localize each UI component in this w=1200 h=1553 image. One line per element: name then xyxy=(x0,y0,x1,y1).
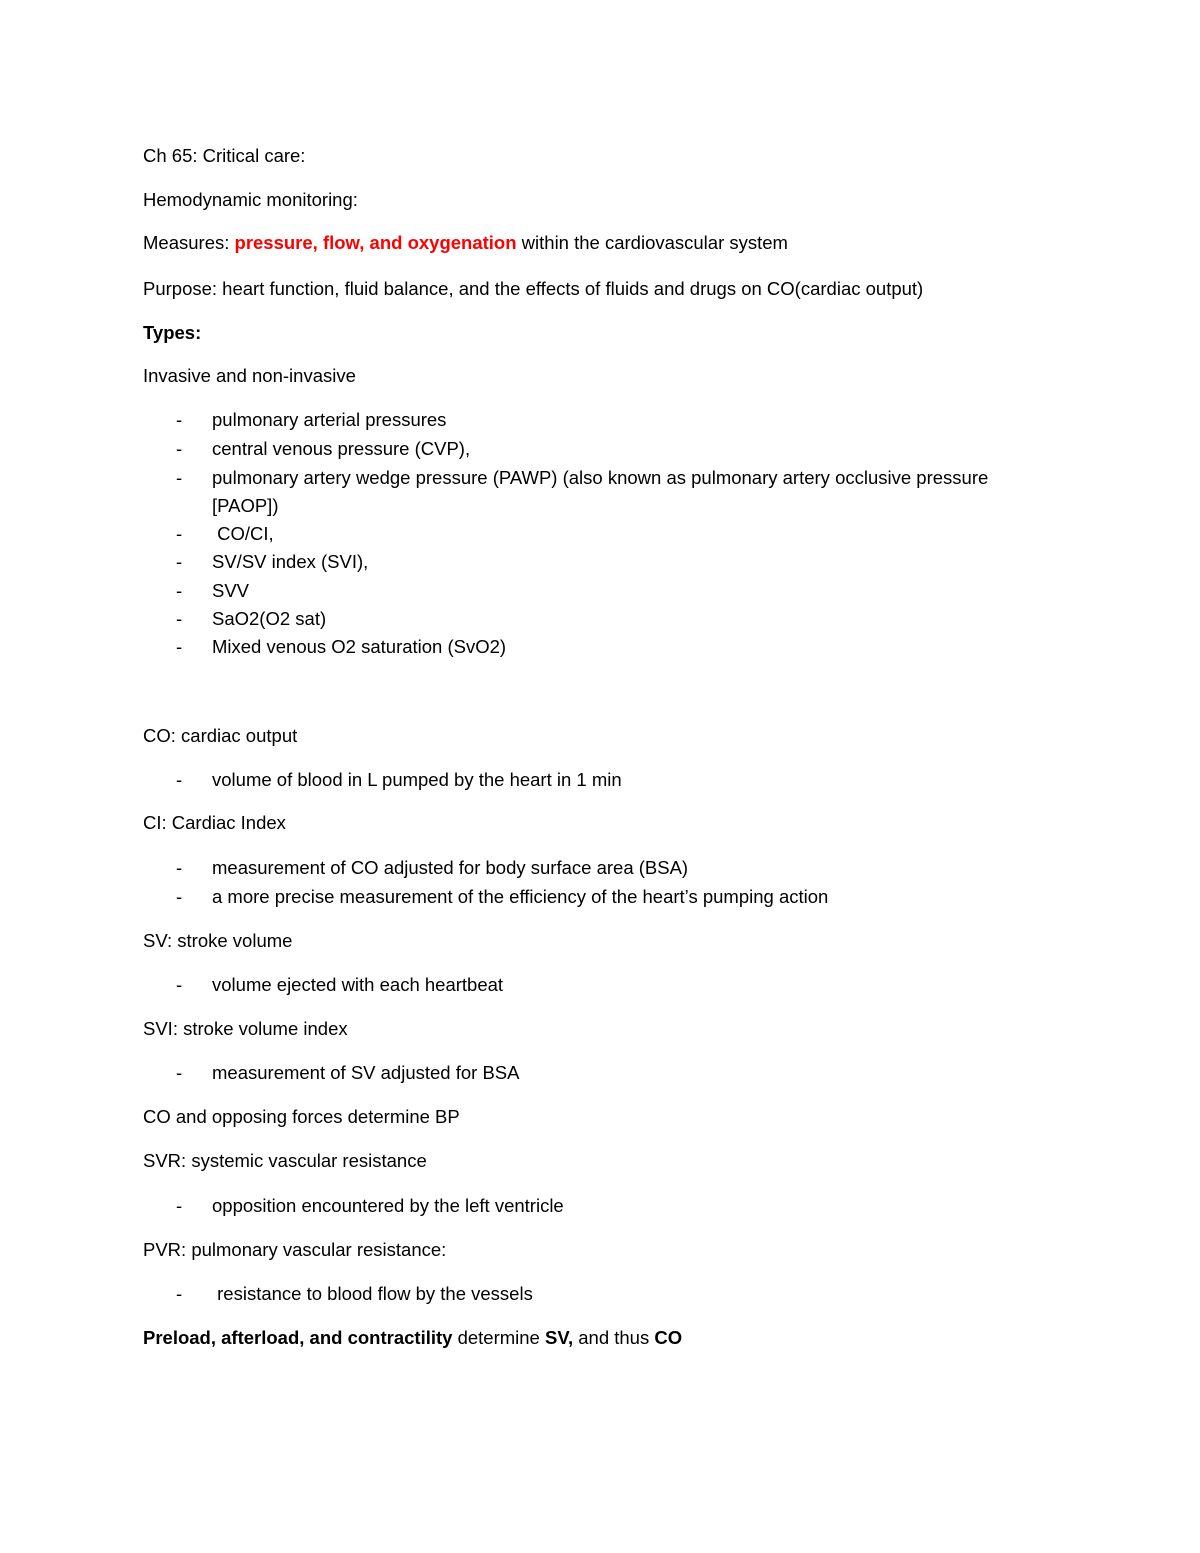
list-item-continuation: [PAOP]) xyxy=(212,495,279,516)
list-dash: - xyxy=(176,1195,183,1216)
list-dash: - xyxy=(176,608,183,629)
list-item: measurement of SV adjusted for BSA xyxy=(212,1062,520,1083)
measures-highlight: pressure, flow, and oxygenation xyxy=(234,232,517,253)
list-item: volume ejected with each heartbeat xyxy=(212,974,504,995)
list-dash: - xyxy=(176,523,183,544)
sv-heading: SV: stroke volume xyxy=(143,930,293,951)
final-bold: Preload, afterload, and contractility xyxy=(143,1327,453,1348)
final-and-thus: and thus xyxy=(573,1327,655,1348)
list-item: pulmonary arterial pressures xyxy=(212,409,447,430)
list-dash: - xyxy=(176,886,183,907)
list-dash: - xyxy=(176,974,183,995)
list-item: SV/SV index (SVI), xyxy=(212,551,369,572)
list-dash: - xyxy=(176,1283,183,1304)
list-item: Mixed venous O2 saturation (SvO2) xyxy=(212,636,507,657)
svi-heading: SVI: stroke volume index xyxy=(143,1018,348,1039)
list-item: central venous pressure (CVP), xyxy=(212,438,471,459)
list-item: measurement of CO adjusted for body surface area (BSA) xyxy=(212,857,689,878)
final-sv: SV, xyxy=(544,1327,574,1348)
pvr-heading: PVR: pulmonary vascular resistance: xyxy=(143,1239,447,1260)
list-dash: - xyxy=(176,409,183,430)
list-item: opposition encountered by the left ventricle xyxy=(212,1195,564,1216)
list-item: volume of blood in L pumped by the heart in 1 min xyxy=(212,769,622,790)
list-dash: - xyxy=(176,551,183,572)
list-dash: - xyxy=(176,467,183,488)
list-dash: - xyxy=(176,769,183,790)
list-dash: - xyxy=(176,636,183,657)
final-line xyxy=(143,1327,682,1349)
section-heading: Hemodynamic monitoring: xyxy=(143,189,358,210)
purpose-line: Purpose: heart function, fluid balance, and the effects of fluids and drugs on CO(cardiac output) xyxy=(143,278,924,299)
list-dash: - xyxy=(176,580,183,601)
co-bp-line: CO and opposing forces determine BP xyxy=(143,1106,460,1127)
list-item: resistance to blood flow by the vessels xyxy=(212,1283,533,1304)
measures-label: Measures: xyxy=(143,232,235,253)
ci-heading: CI: Cardiac Index xyxy=(143,812,286,833)
list-item: CO/CI, xyxy=(212,523,274,544)
co-heading: CO: cardiac output xyxy=(143,725,298,746)
chapter-title: Ch 65: Critical care: xyxy=(143,145,306,166)
list-item: a more precise measurement of the efficiency of the heart’s pumping action xyxy=(212,886,829,907)
list-item: pulmonary artery wedge pressure (PAWP) (also known as pulmonary artery occlusive pressure xyxy=(212,467,989,488)
types-intro: Invasive and non-invasive xyxy=(143,365,356,386)
list-dash: - xyxy=(176,1062,183,1083)
svr-heading: SVR: systemic vascular resistance xyxy=(143,1150,427,1171)
list-item: SaO2(O2 sat) xyxy=(212,608,327,629)
list-dash: - xyxy=(176,857,183,878)
list-dash: - xyxy=(176,438,183,459)
final-middle: determine xyxy=(452,1327,545,1348)
list-item: SVV xyxy=(212,580,250,601)
measures-rest: within the cardiovascular system xyxy=(516,232,788,253)
measures-line xyxy=(143,232,788,254)
final-co: CO xyxy=(654,1327,683,1348)
types-label: Types: xyxy=(143,322,202,343)
